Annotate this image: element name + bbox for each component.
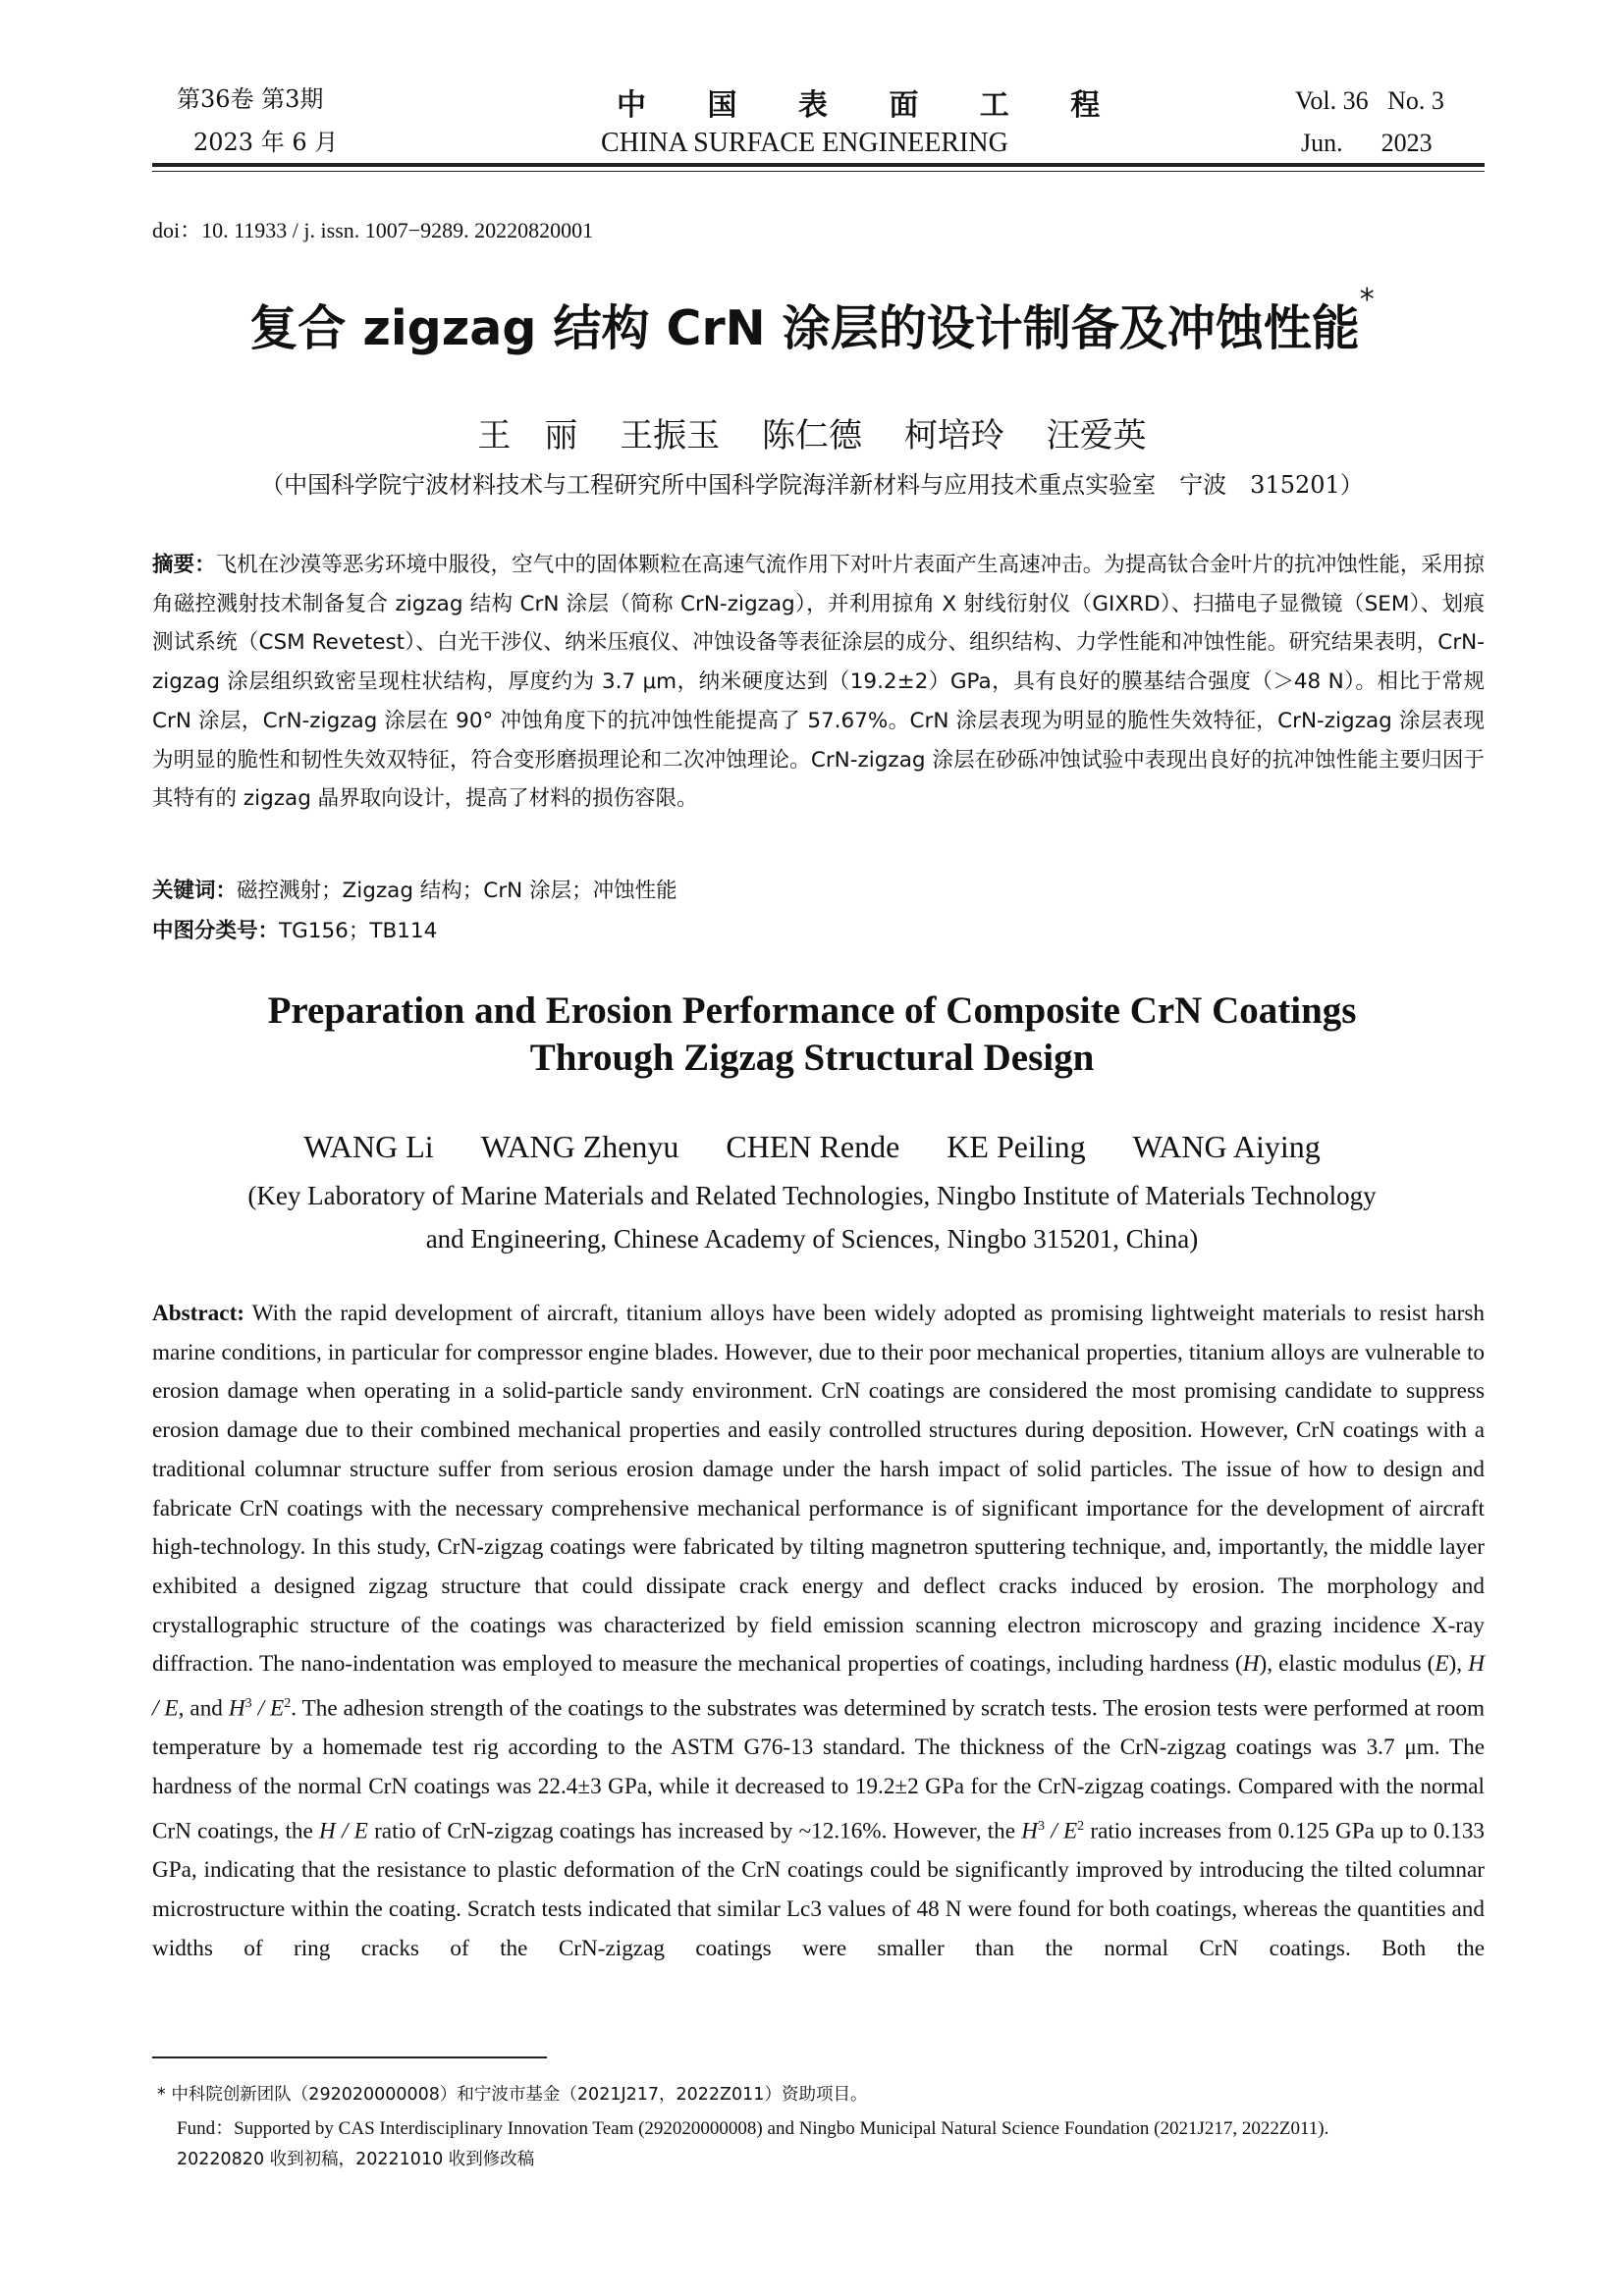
footnote-funding-cn: * 中科院创新团队（292020000008）和宁波市基金（2021J217，2022Z011）资助项目。 — [157, 2085, 868, 2105]
abstract-en-text: ), elastic modulus ( — [1259, 1651, 1435, 1678]
abstract-cn-text: 飞机在沙漠等恶劣环境中服役，空气中的固体颗粒在高速气流作用下对叶片表面产生高速冲击。为提高钛合金叶片的抗冲蚀性能，采用掠角磁控溅射技术制备复合 zigzag 结构 CrN 涂层（简称 CrN-zigzag），并利用掠角 X 射线衍射仪（GIXRD）、扫描电子显微镜（SEM）、划痕测试系统（CSM Revetest）、白光干涉仪、纳米压痕仪、冲蚀设备等表征涂层的成分、组织结构、力学性能和冲蚀性能。研究结果表明，CrN-zigzag 涂层组织致密呈现柱状结构，厚度约为 3.7 μm，纳米硬度达到（19.2±2）GPa，具有良好的膜基结合强度（＞48 N）。相比于常规 CrN 涂层，CrN-zigzag 涂层在 90° 冲蚀角度下的抗冲蚀性能提高了 57.67%。CrN 涂层表现为明显的脆性失效特征，CrN-zigzag 涂层表现为明显的脆性和韧性失效双特征，符合变形磨损理论和二次冲蚀理论。CrN-zigzag 涂层在砂砾冲蚀试验中表现出良好的抗冲蚀性能主要归因于其特有的 zigzag 晶界取向设计，提高了材料的损伤容限。 — [152, 553, 1485, 812]
symbol-h3-e2-h: H — [1021, 1818, 1039, 1844]
volume-issue-en: Vol. 36 No. 3 — [1295, 86, 1444, 115]
abstract-en-label: Abstract: — [152, 1301, 245, 1326]
symbol-h3-e2-e: / E — [1045, 1818, 1078, 1844]
footnote-received: 20220820 收到初稿，20221010 收到修改稿 — [177, 2150, 535, 2169]
author-en: WANG Li — [303, 1129, 434, 1164]
author-cn: 王 丽 — [477, 416, 578, 455]
author-en: KE Peiling — [947, 1129, 1086, 1164]
title-en-line1: Preparation and Erosion Performance of Composite CrN Coatings — [267, 989, 1357, 1032]
abstract-en-text: , and — [178, 1695, 229, 1722]
footnote-rule — [152, 2056, 547, 2058]
abstract-en-text: With the rapid development of aircraft, titanium alloys have been widely adopted as promising lightweight materials to resist harsh marine conditions, in particular for compressor engine blades. However, due to their poor mechanical properties, titanium alloys are vulnerable to erosion damage when operating in a solid-particle sandy environment. CrN coatings are considered the most promising candidate to suppress erosion damage due to their combined mechanical properties and easily controlled structures during deposition. However, CrN coatings with a traditional columnar structure suffer from serious erosion damage under the harsh impact of solid particles. The issue of how to design and fabricate CrN coatings with the necessary comprehensive mechanical performance is of significant importance for the development of aircraft high-technology. In this study, CrN-zigzag coatings were fabricated by tilting magnetron sputtering technique, and, importantly, the middle layer exhibited a designed zigzag structure that could dissipate crack energy and deflect cracks induced by erosion. The morphology and crystallographic structure of the coatings was characterized by field emission scanning electron microscopy and grazing incidence X-ray diffraction. The nano-indentation was employed to measure the mechanical properties of coatings, including hardness ( — [152, 1301, 1485, 1678]
classification-cn-label: 中图分类号： — [152, 919, 280, 943]
header-rule-thick — [152, 163, 1485, 167]
abstract-en-text: . The adhesion strength of the coatings to the substrates was determined by scratch tests. The erosion tests were performed at room temperature by a homemade test rig according to the ASTM G76-13 standard. The thickness of the CrN-zigzag coatings was 3.7 μm. The hardness of the normal CrN coatings was 22.4±3 GPa, while it decreased to 19.2±2 GPa for the CrN-zigzag coatings. Compared with the normal CrN coatings, the — [152, 1695, 1485, 1844]
symbol-h3-e2-e: / E — [251, 1695, 285, 1722]
header-rule-thin — [152, 171, 1485, 172]
symbol-h3-e2-exp3: 3 — [244, 1696, 252, 1712]
title-cn — [0, 283, 1624, 359]
classification-cn-text: TG156；TB114 — [279, 919, 438, 943]
symbol-hardness: H — [1242, 1651, 1260, 1678]
symbol-h-over-e: H / E — [319, 1818, 368, 1844]
symbol-h3-e2-exp3: 3 — [1038, 1818, 1046, 1834]
symbol-h3-e2-exp2: 2 — [1077, 1818, 1085, 1834]
authors-en — [0, 1129, 1624, 1165]
affiliation-en — [0, 1174, 1624, 1260]
author-cn: 柯培玲 — [903, 416, 1004, 455]
author-cn: 王振玉 — [620, 416, 721, 455]
journal-title-cn: 中 国 表 面 工 程 — [617, 88, 1126, 123]
abstract-cn-label: 摘要： — [152, 553, 216, 577]
abstract-en — [152, 1295, 1485, 1968]
date-cn: 2023 年 6 月 — [193, 129, 339, 156]
affiliation-en-line2: and Engineering, Chinese Academy of Sciences, Ningbo 315201, China) — [425, 1224, 1199, 1254]
affiliation-en-line1: (Key Laboratory of Marine Materials and Related Technologies, Ningbo Institute of Materials Technology — [247, 1181, 1377, 1210]
abstract-en-text: ), — [1448, 1651, 1469, 1678]
abstract-cn — [152, 546, 1485, 819]
symbol-h3-e2-h: H — [228, 1695, 245, 1722]
author-en: CHEN Rende — [726, 1129, 900, 1164]
volume-issue-cn: 第36卷 第3期 — [177, 85, 324, 113]
author-cn: 陈仁德 — [762, 416, 862, 455]
authors-cn — [0, 408, 1624, 456]
date-en: Jun. 2023 — [1301, 129, 1433, 157]
keywords-cn-text: 磁控溅射；Zigzag 结构；CrN 涂层；冲蚀性能 — [237, 879, 677, 903]
author-en: WANG Zhenyu — [480, 1129, 679, 1164]
doi: doi：10. 11933 / j. issn. 1007−9289. 20220820001 — [152, 218, 594, 242]
symbol-h3-e2-exp2: 2 — [284, 1696, 292, 1712]
author-en: WANG Aiying — [1132, 1129, 1321, 1164]
abstract-en-text: ratio of CrN-zigzag coatings has increased by ~12.16%. However, the — [367, 1818, 1022, 1844]
keywords-cn-label: 关键词： — [152, 879, 238, 903]
footnote-funding-en: Fund：Supported by CAS Interdisciplinary Innovation Team (292020000008) and Ningbo Municipal Natural Science Foundation (2021J217, 2022Z011). — [177, 2118, 1329, 2139]
classification-cn — [152, 914, 437, 944]
title-en-line2: Through Zigzag Structural Design — [529, 1037, 1095, 1079]
symbol-h-over-e: H / E — [152, 1651, 1485, 1722]
abstract-en-text: ratio increases from 0.125 GPa up to 0.133 GPa, indicating that the resistance to plastic deformation of the CrN coatings could be significantly improved by introducing the tilted columnar microstructure within the coating. Scratch tests indicated that similar Lc3 values of 48 N were found for both coatings, whereas the quantities and widths of ring cracks of the CrN-zigzag coatings were smaller than the normal CrN coatings. Both the — [152, 1818, 1486, 1961]
author-cn: 汪爱英 — [1046, 416, 1147, 455]
affiliation-cn: （中国科学院宁波材料技术与工程研究所中国科学院海洋新材料与应用技术重点实验室 宁波 315201） — [260, 471, 1364, 499]
title-footnote-mark: * — [1359, 283, 1375, 317]
journal-title-en: CHINA SURFACE ENGINEERING — [601, 128, 1008, 158]
symbol-modulus: E — [1435, 1651, 1449, 1678]
title-en — [0, 988, 1624, 1082]
keywords-cn — [152, 874, 677, 904]
title-cn-text: 复合 zigzag 结构 CrN 涂层的设计制备及冲蚀性能 — [249, 300, 1360, 356]
